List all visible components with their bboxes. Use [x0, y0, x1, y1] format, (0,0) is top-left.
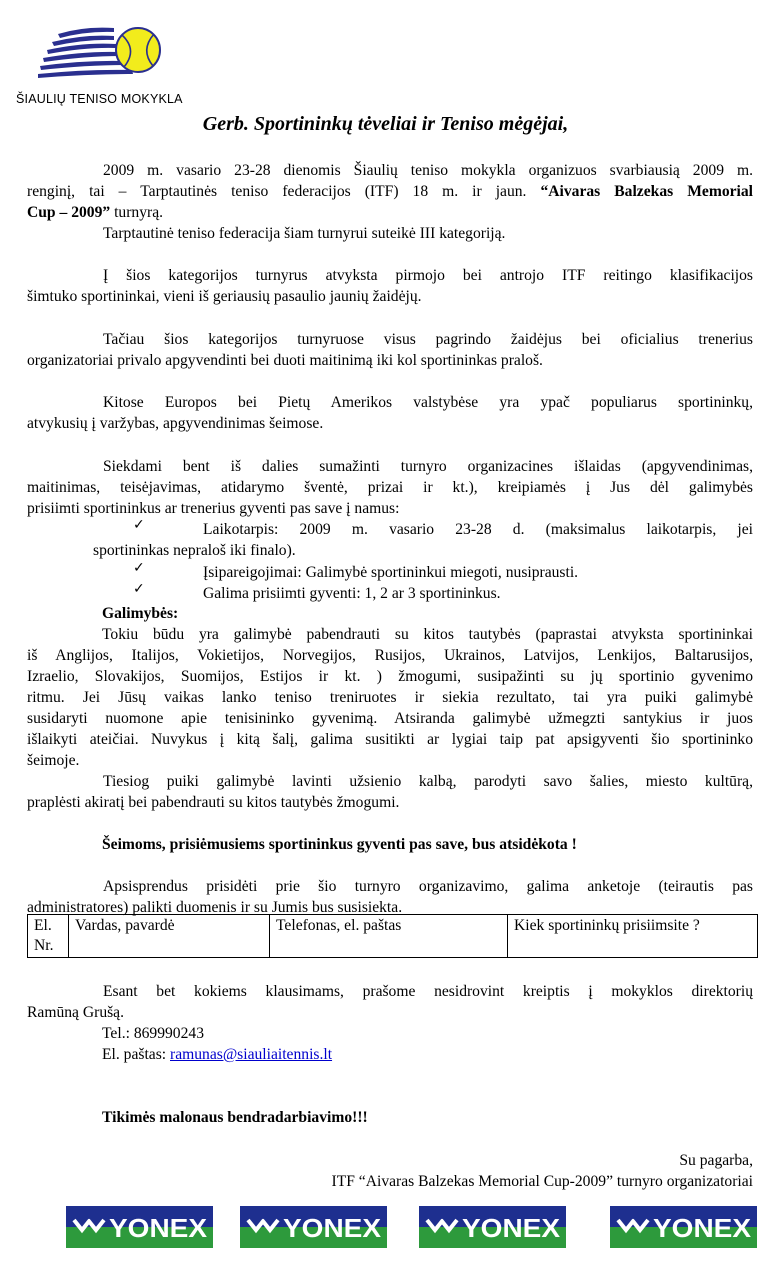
para6-line1: Siekdami bent iš dalies sumažinti turnyro organizacines išlaidas (apgyvendinimas,	[103, 458, 753, 475]
col-name: Vardas, pavardė	[69, 915, 270, 958]
yonex-wordmark: YONEX	[462, 1213, 561, 1243]
para4-line1: Tačiau šios kategorijos turnyruose visus pagrindo žaidėjus bei oficialius trenerius	[103, 331, 753, 348]
families-thanks: Šeimoms, prisiėmusiems sportininkus gyventi pas save, bus atsidėkota !	[102, 836, 577, 853]
para1-line1: 2009 m. vasario 23-28 dienomis Šiaulių teniso mokykla organizuos svarbiausią 2009 m.	[103, 162, 753, 179]
yonex-wordmark: YONEX	[653, 1213, 752, 1243]
tournament-name: “Aivaras Balzekas Memorial	[540, 183, 754, 200]
para1-line3-text: turnyrą.	[110, 204, 164, 221]
galimybes-line: išlaikyti ateičiai. Nuvykus į kitą šalį, galima susitikti ar lygiai taip pat apsigyventi šio sportininko	[27, 731, 753, 748]
galimybes-line2: praplėsti akiratį bei pabendrauti su kitos tautybės žmogumi.	[27, 794, 400, 811]
para2: Tarptautinė teniso federacija šiam turnyrui suteikė III kategoriją.	[103, 225, 506, 242]
galimybes-line2: Tiesiog puiki galimybė lavinti užsienio kalbą, parodyti savo šalies, miesto kultūrą,	[103, 773, 753, 790]
checklist-item-2: Įsipareigojimai: Galimybė sportininkui miegoti, nusiprausti.	[203, 564, 579, 581]
para6-line2: maitinimas, teisėjavimas, atidarymo šventė, prizai ir kt.), kreipiamės į Jus dėl galimybės	[27, 479, 753, 496]
tournament-name-end: Cup – 2009”	[27, 204, 111, 221]
para1-line2	[27, 181, 753, 202]
para3-line2: šimtuko sportininkai, vieni iš geriausių pasaulio jaunių žaidėjų.	[27, 288, 422, 305]
para8-line1: Esant bet kokiems klausimams, prašome nesidrovint kreiptis į mokyklos direktorių	[103, 983, 753, 1000]
galimybes-line: ritmu. Jei Jūsų vaikas lanko teniso treniruotes ir siekia rezultato, tai yra puiki galimybė	[27, 689, 753, 706]
galimybes-line: Izraelio, Slovakijos, Suomijos, Estijos ir kt. ) žmogumi, susipažinti su jų sportinio gyvenimo	[27, 668, 753, 685]
para1-line3	[27, 202, 753, 223]
yonex-logo	[610, 1206, 757, 1248]
letter-heading: Gerb. Sportininkų tėveliai ir Teniso mėgėjai,	[202, 113, 569, 135]
table-row	[28, 915, 758, 958]
galimybes-line: šeimoje.	[27, 752, 80, 769]
yonex-logo	[419, 1206, 566, 1248]
galimybes-line: susidaryti nuomone apie tenisininko gyvenimą. Atsiranda galimybė užmegzti santykius ir juos	[27, 710, 753, 727]
signature-greeting: Su pagarba,	[679, 1152, 753, 1169]
para5-line1: Kitose Europos bei Pietų Amerikos valstybėse yra ypač populiarus sportininkų,	[103, 394, 753, 411]
para7-line1: Apsisprendus prisidėti prie šio turnyro organizavimo, galima anketoje (teirautis pas	[103, 878, 753, 895]
checklist-item-3: Galima prisiimti gyventi: 1, 2 ar 3 sportininkus.	[203, 585, 501, 602]
closing-line: Tikimės malonaus bendradarbiavimo!!!	[102, 1109, 368, 1126]
para3-line1: Į šios kategorijos turnyrus atvyksta pirmojo bei antrojo ITF reitingo klasifikacijos	[103, 267, 753, 284]
col-contact: Telefonas, el. paštas	[270, 915, 508, 958]
email-label: El. paštas:	[102, 1046, 170, 1063]
contact-email-row	[102, 1044, 332, 1065]
galimybes-title: Galimybės:	[102, 605, 179, 622]
checkmark-icon: ✓	[133, 517, 145, 533]
para8-line2: Ramūną Grušą.	[27, 1004, 125, 1021]
col-number: El. Nr.	[28, 915, 69, 958]
registration-table	[27, 914, 758, 958]
checklist-item-1-line1: Laikotarpis: 2009 m. vasario 23-28 d. (maksimalus laikotarpis, jei	[203, 521, 753, 538]
galimybes-line: Tokiu būdu yra galimybė pabendrauti su kitos tautybės (paprastai atvyksta sportininkai	[102, 626, 753, 643]
logo-text: ŠIAULIŲ TENISO MOKYKLA	[16, 92, 183, 106]
galimybes-line: iš Anglijos, Italijos, Vokietijos, Norvegijos, Rusijos, Ukrainos, Latvijos, Lenkijos, Baltarusijos,	[27, 647, 753, 664]
yonex-logo	[240, 1206, 387, 1248]
checkmark-icon: ✓	[133, 560, 145, 576]
para6-line3: prisiimti sportininkus ar trenerius gyventi pas save į namus:	[27, 500, 400, 517]
para4-line2: organizatoriai privalo apgyvendinti bei duoti maitinimą iki kol sportininkas praloš.	[27, 352, 543, 369]
tennis-ball-stripes-logo-icon	[14, 24, 184, 94]
checkmark-icon: ✓	[133, 581, 145, 597]
para5-line2: atvykusių į varžybas, apgyvendinimas šeimose.	[27, 415, 324, 432]
yonex-wordmark: YONEX	[283, 1213, 382, 1243]
col-athletes-count: Kiek sportininkų prisiimsite ?	[508, 915, 758, 958]
signature-organizers: ITF “Aivaras Balzekas Memorial Cup-2009” turnyro organizatoriai	[331, 1173, 753, 1190]
para1-line2-text: renginį, tai – Tarptautinės teniso federacijos (ITF) 18 m. ir jaun.	[27, 183, 541, 200]
school-logo	[14, 24, 184, 110]
yonex-wordmark: YONEX	[109, 1213, 208, 1243]
para7-line2: administratores) palikti duomenis ir su Jumis bus susisiekta.	[27, 899, 403, 916]
email-link[interactable]: ramunas@siauliaitennis.lt	[170, 1046, 333, 1063]
checklist-item-1-line2: sportininkas nepraloš iki finalo).	[93, 542, 296, 559]
yonex-logo	[66, 1206, 213, 1248]
contact-phone: Tel.: 869990243	[102, 1025, 204, 1042]
